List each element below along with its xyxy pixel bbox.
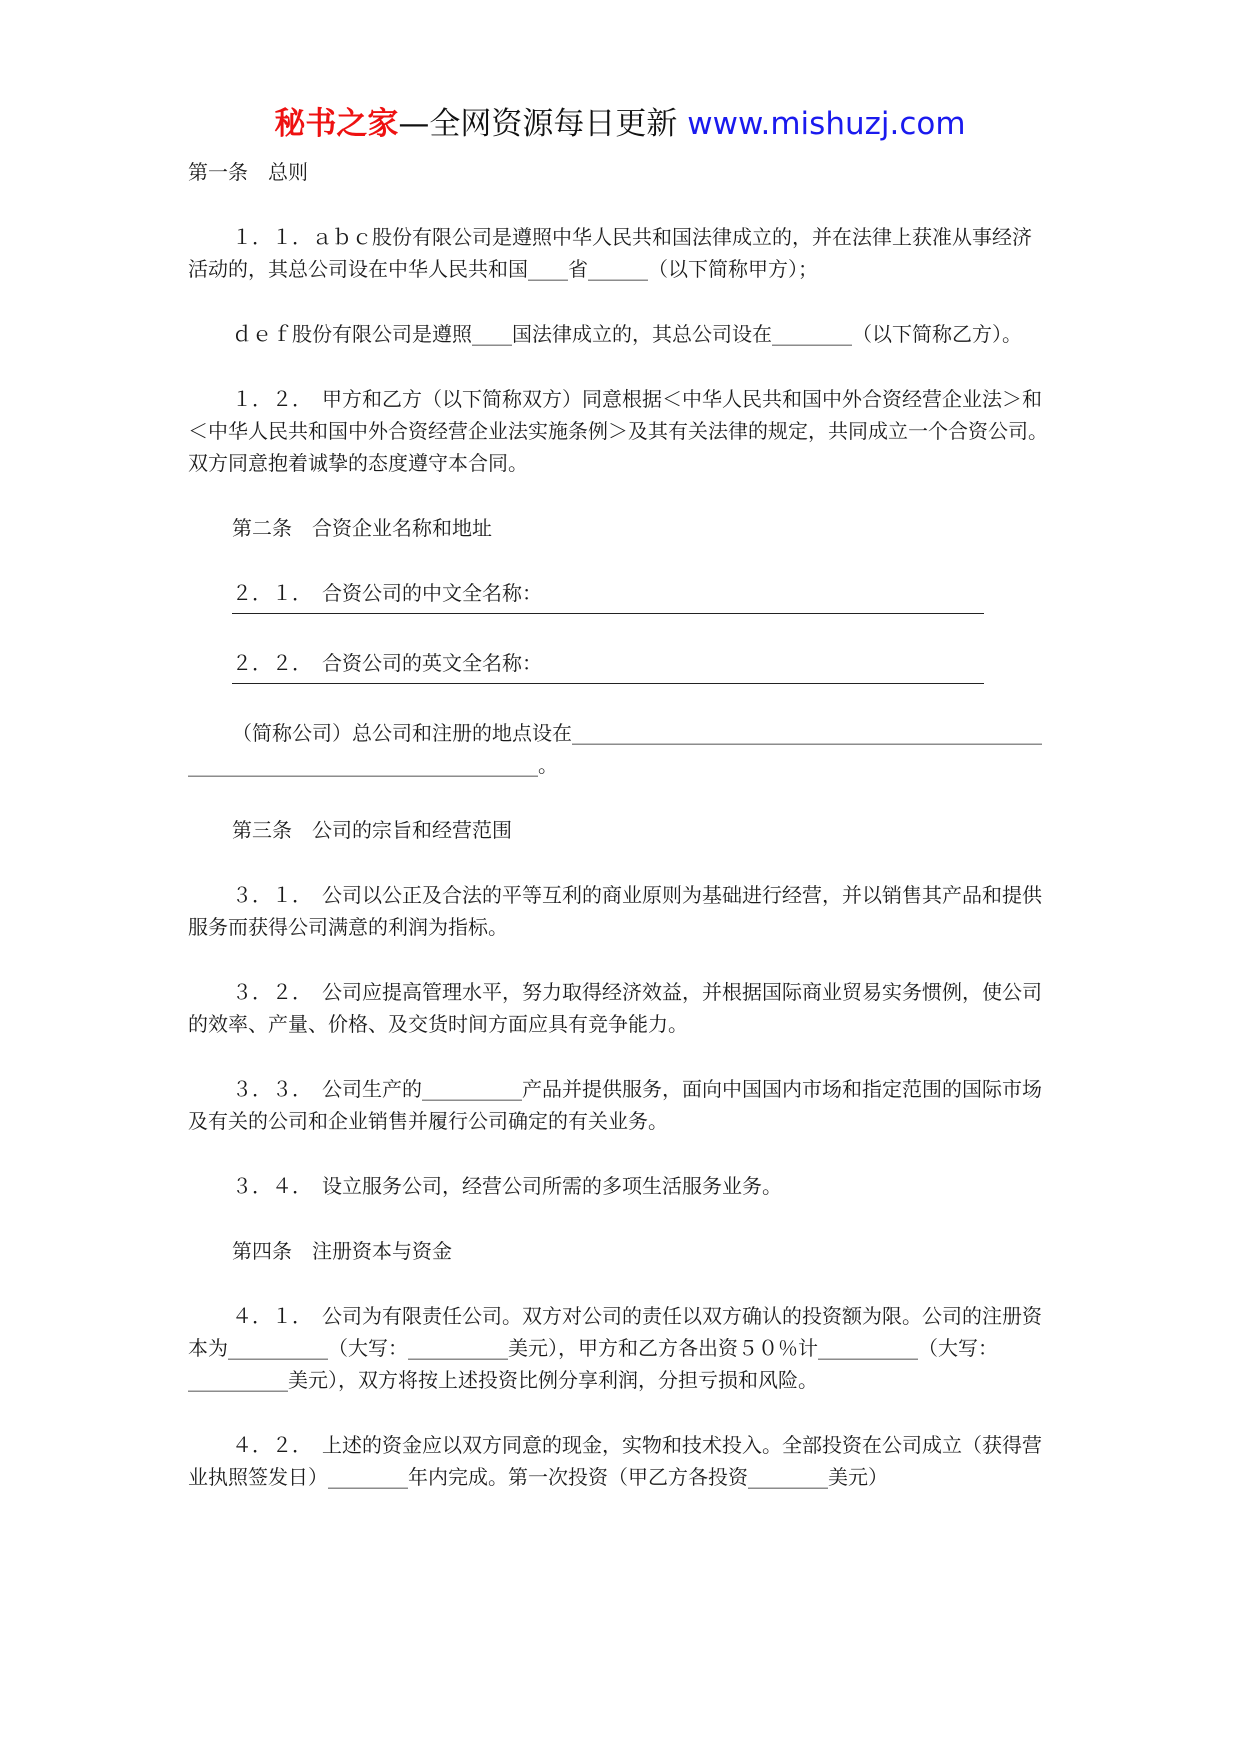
banner-tagline: —全网资源每日更新 — [398, 106, 678, 142]
clause-4-1: ４．１． 公司为有限责任公司。双方对公司的责任以双方确认的投资额为限。公司的注册资本为__________（大写：__________美元），甲方和乙方各出资５０％计__________（大写：__________美元），双方将按上述投资比例分享利润，分担亏损和风险。 — [188, 1304, 1042, 1392]
site-banner — [0, 104, 1240, 144]
article-3-heading: 第三条 公司的宗旨和经营范围 — [232, 818, 512, 842]
clause-2-2: ２．２． 合资公司的英文全名称： — [232, 651, 542, 675]
article-4-heading: 第四条 注册资本与资金 — [232, 1239, 452, 1263]
banner-brand: 秘书之家 — [274, 106, 399, 142]
article-2-heading: 第二条 合资企业名称和地址 — [232, 516, 492, 540]
clause-3-1: ３．１． 公司以公正及合法的平等互利的商业原则为基础进行经营，并以销售其产品和提供服务而获得公司满意的利润为指标。 — [188, 883, 1042, 939]
clause-1-2: １．２． 甲方和乙方（以下简称双方）同意根据＜中华人民共和国中外合资经营企业法＞和＜中华人民共和国中外合资经营企业法实施条例＞及其有关法律的规定，共同成立一个合资公司。双方同意抱着诚挚的态度遵守本合同。 — [188, 387, 1048, 475]
article-1-heading: 第一条 总则 — [188, 160, 308, 184]
clause-1-1: １．１．ａｂｃ股份有限公司是遵照中华人民共和国法律成立的，并在法律上获准从事经济活动的，其总公司设在中华人民共和国____省______（以下简称甲方）； — [188, 225, 1032, 281]
clause-1-1-party-b: ｄｅｆ股份有限公司是遵照____国法律成立的，其总公司设在________（以下简称乙方）。 — [232, 322, 1022, 346]
clause-3-3: ３．３． 公司生产的__________产品并提供服务，面向中国国内市场和指定范围的国际市场及有关的公司和企业销售并履行公司确定的有关业务。 — [188, 1077, 1042, 1133]
clause-4-2: ４．２． 上述的资金应以双方同意的现金，实物和技术投入。全部投资在公司成立（获得营业执照签发日）________年内完成。第一次投资（甲乙方各投资________美元） — [188, 1433, 1042, 1489]
contract-body — [188, 156, 1048, 1526]
banner-url[interactable]: www.mishuzj.com — [687, 106, 966, 142]
clause-3-2: ３．２． 公司应提高管理水平，努力取得经济效益，并根据国际商业贸易实务惯例，使公司的效率、产量、价格、及交货时间方面应具有竞争能力。 — [188, 980, 1042, 1036]
clause-2-3: （简称公司）总公司和注册的地点设在__________________________________________________________________________________。 — [188, 721, 1042, 777]
clause-3-4: ３．４． 设立服务公司，经营公司所需的多项生活服务业务。 — [232, 1174, 782, 1198]
clause-2-1: ２．１． 合资公司的中文全名称： — [232, 581, 542, 605]
